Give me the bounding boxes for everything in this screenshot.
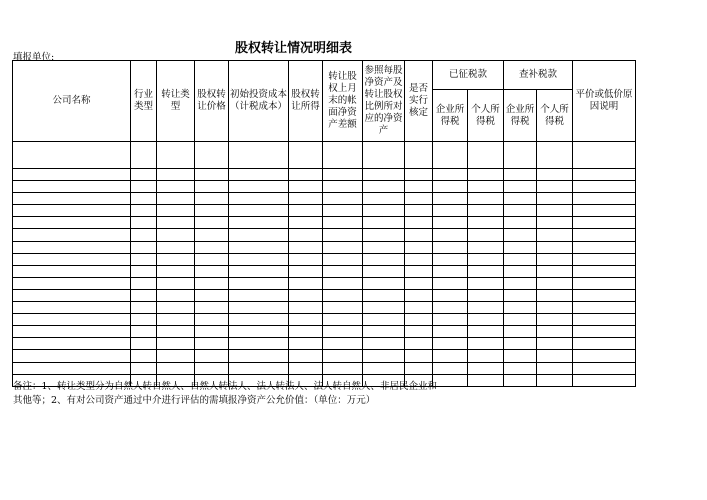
table-cell[interactable] [13, 302, 131, 314]
table-cell[interactable] [433, 181, 468, 193]
table-cell[interactable] [363, 362, 405, 374]
table-cell[interactable] [289, 265, 323, 277]
table-cell[interactable] [229, 181, 289, 193]
table-cell[interactable] [131, 229, 157, 241]
table-cell[interactable] [13, 362, 131, 374]
table-cell[interactable] [323, 265, 363, 277]
table-row [13, 326, 636, 338]
table-cell[interactable] [323, 338, 363, 350]
table-cell[interactable] [433, 253, 468, 265]
table-cell[interactable] [573, 181, 636, 193]
table-cell[interactable] [537, 181, 573, 193]
table-cell[interactable] [363, 314, 405, 326]
table-cell[interactable] [157, 205, 195, 217]
table-cell[interactable] [289, 362, 323, 374]
footnote [13, 380, 453, 408]
table-cell[interactable] [405, 217, 433, 229]
table-cell[interactable] [405, 229, 433, 241]
table-cell[interactable] [157, 314, 195, 326]
table-cell[interactable] [323, 193, 363, 205]
table-row [13, 229, 636, 241]
table-row [13, 253, 636, 265]
table-cell[interactable] [468, 314, 504, 326]
table-cell[interactable] [504, 326, 537, 338]
table-row [13, 241, 636, 253]
table-cell[interactable] [405, 205, 433, 217]
table-row [13, 193, 636, 205]
table-cell[interactable] [405, 193, 433, 205]
table-cell[interactable] [405, 362, 433, 374]
table-cell[interactable] [195, 277, 229, 289]
table-cell[interactable] [13, 314, 131, 326]
table-cell[interactable] [363, 205, 405, 217]
table-cell[interactable] [504, 193, 537, 205]
table-cell[interactable] [433, 142, 468, 169]
table-cell[interactable] [131, 205, 157, 217]
table-cell[interactable] [13, 241, 131, 253]
table-cell[interactable] [504, 302, 537, 314]
table-cell[interactable] [13, 253, 131, 265]
table-cell[interactable] [131, 277, 157, 289]
table-cell[interactable] [468, 350, 504, 362]
equity-transfer-table [12, 60, 636, 387]
table-cell[interactable] [573, 229, 636, 241]
table-cell[interactable] [405, 350, 433, 362]
table-cell[interactable] [405, 169, 433, 181]
table-cell[interactable] [504, 229, 537, 241]
table-cell[interactable] [573, 241, 636, 253]
table-row [13, 289, 636, 301]
table-cell[interactable] [468, 205, 504, 217]
table-cell[interactable] [157, 326, 195, 338]
header-book-net-assets: 转让股权上月末的帐面净资产差额 [323, 61, 363, 142]
table-cell[interactable] [537, 289, 573, 301]
header-supplementary-tax: 查补税款 [504, 61, 573, 90]
table-cell[interactable] [323, 350, 363, 362]
header-row-1 [13, 61, 636, 90]
table-cell[interactable] [195, 205, 229, 217]
table-cell[interactable] [131, 289, 157, 301]
table-cell[interactable] [537, 374, 573, 386]
table-cell[interactable] [13, 277, 131, 289]
table-cell[interactable] [229, 362, 289, 374]
table-cell[interactable] [433, 350, 468, 362]
table-cell[interactable] [433, 302, 468, 314]
table-cell[interactable] [289, 241, 323, 253]
table-cell[interactable] [323, 289, 363, 301]
table-cell[interactable] [229, 314, 289, 326]
table-row [13, 302, 636, 314]
table-cell[interactable] [537, 169, 573, 181]
header-income: 股权转让所得 [289, 61, 323, 142]
table-cell[interactable] [537, 277, 573, 289]
table-cell[interactable] [405, 142, 433, 169]
table-cell[interactable] [157, 169, 195, 181]
table-row [13, 362, 636, 374]
table-cell[interactable] [195, 362, 229, 374]
table-row [13, 277, 636, 289]
table-cell[interactable] [289, 181, 323, 193]
table-cell[interactable] [504, 253, 537, 265]
table-cell[interactable] [195, 289, 229, 301]
table-cell[interactable] [504, 169, 537, 181]
table-cell[interactable] [537, 314, 573, 326]
table-cell[interactable] [504, 289, 537, 301]
table-cell[interactable] [363, 241, 405, 253]
table-cell[interactable] [504, 181, 537, 193]
table-cell[interactable] [229, 265, 289, 277]
table-cell[interactable] [504, 205, 537, 217]
table-cell[interactable] [195, 142, 229, 169]
table-cell[interactable] [537, 265, 573, 277]
table-cell[interactable] [573, 253, 636, 265]
table-cell[interactable] [131, 350, 157, 362]
table-cell[interactable] [537, 253, 573, 265]
table-cell[interactable] [323, 181, 363, 193]
table-cell[interactable] [157, 302, 195, 314]
table-cell[interactable] [573, 193, 636, 205]
table-cell[interactable] [433, 217, 468, 229]
table-cell[interactable] [363, 253, 405, 265]
table-cell[interactable] [13, 229, 131, 241]
table-cell[interactable] [195, 181, 229, 193]
table-cell[interactable] [405, 181, 433, 193]
table-cell[interactable] [131, 326, 157, 338]
table-cell[interactable] [289, 253, 323, 265]
table-cell[interactable] [468, 169, 504, 181]
table-cell[interactable] [195, 217, 229, 229]
table-cell[interactable] [573, 338, 636, 350]
table-cell[interactable] [468, 277, 504, 289]
table-cell[interactable] [157, 265, 195, 277]
table-cell[interactable] [433, 314, 468, 326]
table-cell[interactable] [13, 169, 131, 181]
table-cell[interactable] [289, 314, 323, 326]
table-cell[interactable] [537, 193, 573, 205]
table-cell[interactable] [405, 289, 433, 301]
table-cell[interactable] [229, 241, 289, 253]
table-cell[interactable] [405, 277, 433, 289]
table-row [13, 338, 636, 350]
table-cell[interactable] [13, 142, 131, 169]
table-cell[interactable] [504, 142, 537, 169]
table-cell[interactable] [229, 229, 289, 241]
table-row [13, 314, 636, 326]
table-cell[interactable] [289, 229, 323, 241]
table-cell[interactable] [323, 362, 363, 374]
table-cell[interactable] [195, 193, 229, 205]
table-cell[interactable] [289, 350, 323, 362]
table-cell[interactable] [131, 241, 157, 253]
table-cell[interactable] [323, 205, 363, 217]
table-cell[interactable] [229, 142, 289, 169]
table-cell[interactable] [468, 326, 504, 338]
table-cell[interactable] [323, 314, 363, 326]
table-cell[interactable] [537, 229, 573, 241]
table-cell[interactable] [405, 253, 433, 265]
table-cell[interactable] [363, 169, 405, 181]
table-cell[interactable] [157, 193, 195, 205]
table-cell[interactable] [289, 289, 323, 301]
table-cell[interactable] [504, 314, 537, 326]
header-proportional-assets: 参照每股净资产及转让股权比例所对应的净资产 [363, 61, 405, 142]
table-row [13, 265, 636, 277]
table-cell[interactable] [157, 338, 195, 350]
table-cell[interactable] [157, 241, 195, 253]
table-cell[interactable] [157, 142, 195, 169]
table-cell[interactable] [363, 338, 405, 350]
header-supp-personal-tax: 个人所得税 [537, 90, 573, 142]
table-cell[interactable] [504, 362, 537, 374]
table-cell[interactable] [289, 217, 323, 229]
table-cell[interactable] [131, 302, 157, 314]
header-transfer-type: 转让类型 [157, 61, 195, 142]
table-cell[interactable] [537, 142, 573, 169]
table-row [13, 350, 636, 362]
table-cell[interactable] [433, 326, 468, 338]
table-cell[interactable] [157, 277, 195, 289]
table-cell[interactable] [13, 289, 131, 301]
table-cell[interactable] [504, 241, 537, 253]
table-cell[interactable] [405, 338, 433, 350]
table-cell[interactable] [573, 326, 636, 338]
table-cell[interactable] [468, 253, 504, 265]
table-cell[interactable] [229, 205, 289, 217]
table-cell[interactable] [468, 217, 504, 229]
table-cell[interactable] [13, 193, 131, 205]
table-cell[interactable] [468, 374, 504, 386]
table-cell[interactable] [131, 253, 157, 265]
table-cell[interactable] [433, 362, 468, 374]
header-collected-corp-tax: 企业所得税 [433, 90, 468, 142]
table-cell[interactable] [157, 289, 195, 301]
table-cell[interactable] [537, 302, 573, 314]
table-cell[interactable] [405, 314, 433, 326]
table-cell[interactable] [229, 289, 289, 301]
table-cell[interactable] [323, 326, 363, 338]
table-cell[interactable] [433, 289, 468, 301]
table-cell[interactable] [323, 253, 363, 265]
table-cell[interactable] [195, 169, 229, 181]
table-cell[interactable] [131, 265, 157, 277]
table-cell[interactable] [131, 362, 157, 374]
table-cell[interactable] [323, 169, 363, 181]
table-cell[interactable] [289, 326, 323, 338]
table-cell[interactable] [573, 169, 636, 181]
header-industry: 行业类型 [131, 61, 157, 142]
table-cell[interactable] [363, 217, 405, 229]
table-cell[interactable] [157, 350, 195, 362]
table-cell[interactable] [131, 181, 157, 193]
table-row [13, 169, 636, 181]
table-cell[interactable] [433, 338, 468, 350]
table-row [13, 142, 636, 169]
table-cell[interactable] [195, 350, 229, 362]
table-cell[interactable] [433, 277, 468, 289]
table-cell[interactable] [573, 277, 636, 289]
header-reason: 平价或低价原因说明 [573, 61, 636, 142]
table-cell[interactable] [573, 142, 636, 169]
table-row [13, 205, 636, 217]
table-cell[interactable] [468, 362, 504, 374]
table-cell[interactable] [405, 326, 433, 338]
table-cell[interactable] [537, 241, 573, 253]
table-cell[interactable] [573, 350, 636, 362]
table-cell[interactable] [468, 338, 504, 350]
table-cell[interactable] [229, 193, 289, 205]
table-cell[interactable] [468, 302, 504, 314]
table-cell[interactable] [131, 193, 157, 205]
table-cell[interactable] [363, 277, 405, 289]
table-cell[interactable] [229, 338, 289, 350]
table-cell[interactable] [289, 169, 323, 181]
table-cell[interactable] [195, 229, 229, 241]
table-cell[interactable] [537, 217, 573, 229]
table-cell[interactable] [195, 265, 229, 277]
table-cell[interactable] [468, 289, 504, 301]
header-collected-personal-tax: 个人所得税 [468, 90, 504, 142]
table-cell[interactable] [13, 350, 131, 362]
table-cell[interactable] [573, 205, 636, 217]
table-title: 股权转让情况明细表 [234, 41, 352, 56]
table-cell[interactable] [13, 217, 131, 229]
table-cell[interactable] [363, 229, 405, 241]
table-cell[interactable] [229, 302, 289, 314]
table-cell[interactable] [131, 169, 157, 181]
reporting-unit-label: 填报单位: [13, 52, 55, 63]
table-cell[interactable] [195, 302, 229, 314]
table-cell[interactable] [433, 205, 468, 217]
table-cell[interactable] [289, 205, 323, 217]
table-cell[interactable] [504, 217, 537, 229]
table-cell[interactable] [131, 314, 157, 326]
table-cell[interactable] [229, 277, 289, 289]
table-cell[interactable] [289, 277, 323, 289]
table-cell[interactable] [13, 205, 131, 217]
table-cell[interactable] [504, 350, 537, 362]
table-cell[interactable] [13, 265, 131, 277]
table-cell[interactable] [433, 229, 468, 241]
header-cost: 初始投资成本（计税成本） [229, 61, 289, 142]
table-cell[interactable] [363, 289, 405, 301]
table-cell[interactable] [573, 217, 636, 229]
table-cell[interactable] [468, 193, 504, 205]
table-cell[interactable] [157, 181, 195, 193]
table-cell[interactable] [537, 205, 573, 217]
header-verified: 是否实行核定 [405, 61, 433, 142]
header-collected-tax: 已征税款 [433, 61, 504, 90]
footnote-line-2: 其他等；2、有对公司资产通过中介进行评估的需填报净资产公允价值：（单位：万元） [13, 395, 376, 406]
table-cell[interactable] [405, 241, 433, 253]
table-cell[interactable] [433, 265, 468, 277]
table-cell[interactable] [13, 181, 131, 193]
table-cell[interactable] [363, 350, 405, 362]
table-cell[interactable] [157, 253, 195, 265]
table-cell[interactable] [131, 217, 157, 229]
table-cell[interactable] [229, 253, 289, 265]
table-cell[interactable] [13, 338, 131, 350]
table-cell[interactable] [504, 338, 537, 350]
table-cell[interactable] [363, 302, 405, 314]
table-cell[interactable] [195, 314, 229, 326]
table-cell[interactable] [131, 338, 157, 350]
table-cell[interactable] [157, 229, 195, 241]
table-cell[interactable] [504, 265, 537, 277]
table-cell[interactable] [323, 217, 363, 229]
table-cell[interactable] [537, 350, 573, 362]
table-cell[interactable] [433, 241, 468, 253]
table-cell[interactable] [468, 241, 504, 253]
table-cell[interactable] [195, 338, 229, 350]
table-cell[interactable] [157, 362, 195, 374]
table-cell[interactable] [468, 229, 504, 241]
table-cell[interactable] [573, 374, 636, 386]
table-cell[interactable] [468, 142, 504, 169]
header-supp-corp-tax: 企业所得税 [504, 90, 537, 142]
table-cell[interactable] [363, 181, 405, 193]
table-cell[interactable] [573, 265, 636, 277]
table-cell[interactable] [537, 326, 573, 338]
header-company: 公司名称 [13, 61, 131, 142]
table-row [13, 217, 636, 229]
table-cell[interactable] [573, 289, 636, 301]
table-cell[interactable] [363, 142, 405, 169]
table-cell[interactable] [405, 302, 433, 314]
table-cell[interactable] [323, 142, 363, 169]
table-cell[interactable] [229, 326, 289, 338]
table-cell[interactable] [289, 142, 323, 169]
header-price: 股权转让价格 [195, 61, 229, 142]
table-cell[interactable] [363, 326, 405, 338]
table-cell[interactable] [468, 181, 504, 193]
table-cell[interactable] [363, 193, 405, 205]
table-cell[interactable] [504, 374, 537, 386]
table-cell[interactable] [504, 277, 537, 289]
table-cell[interactable] [573, 302, 636, 314]
table-cell[interactable] [131, 142, 157, 169]
table-cell[interactable] [433, 169, 468, 181]
table-cell[interactable] [195, 326, 229, 338]
table-cell[interactable] [323, 277, 363, 289]
table-cell[interactable] [289, 193, 323, 205]
table-cell[interactable] [573, 314, 636, 326]
table-cell[interactable] [229, 169, 289, 181]
table-cell[interactable] [363, 265, 405, 277]
table-cell[interactable] [405, 265, 433, 277]
table-cell[interactable] [323, 229, 363, 241]
table-cell[interactable] [537, 338, 573, 350]
table-cell[interactable] [157, 217, 195, 229]
table-cell[interactable] [433, 193, 468, 205]
table-cell[interactable] [537, 362, 573, 374]
table-cell[interactable] [573, 362, 636, 374]
table-cell[interactable] [195, 241, 229, 253]
table-cell[interactable] [468, 265, 504, 277]
table-cell[interactable] [323, 302, 363, 314]
table-cell[interactable] [289, 302, 323, 314]
table-cell[interactable] [323, 241, 363, 253]
footnote-line-1: 备注：1、转让类型分为自然人转自然人、自然人转法人、法人转法人、法人转自然人、非居民企业和 [13, 381, 438, 392]
table-cell[interactable] [229, 350, 289, 362]
table-cell[interactable] [289, 338, 323, 350]
table-cell[interactable] [13, 326, 131, 338]
table-cell[interactable] [195, 253, 229, 265]
table-cell[interactable] [229, 217, 289, 229]
table-row [13, 181, 636, 193]
